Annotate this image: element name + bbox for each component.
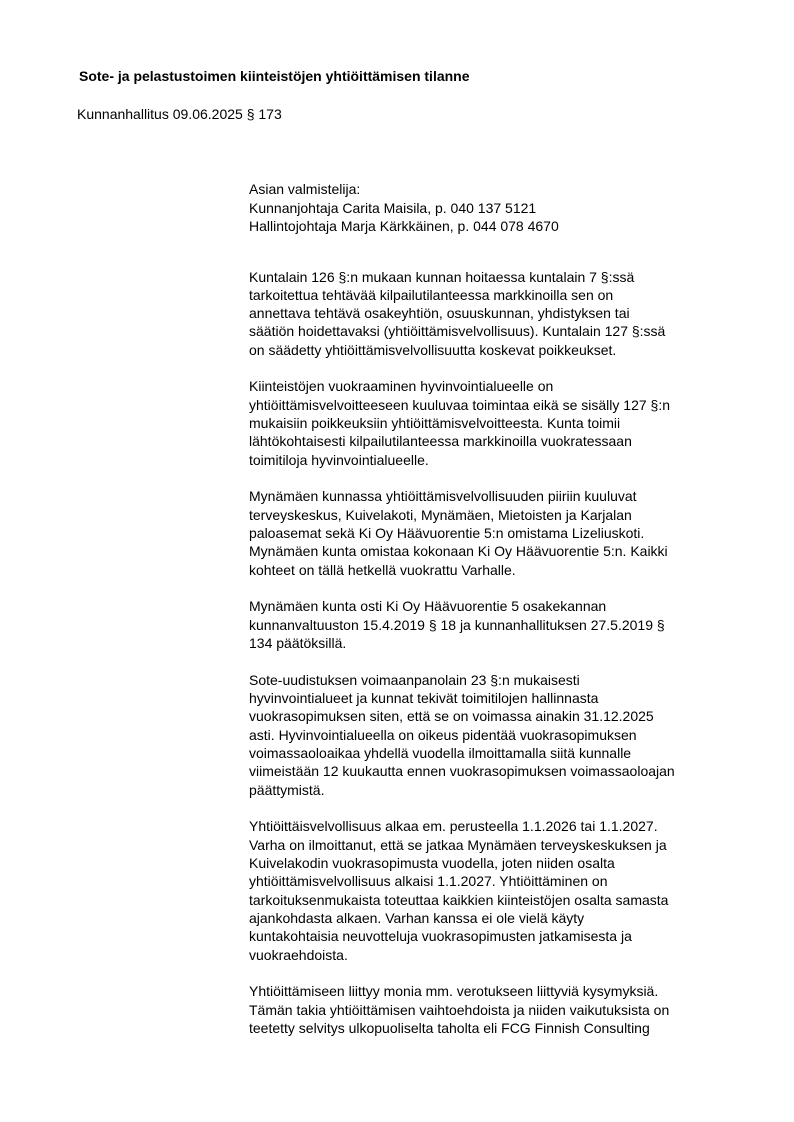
document-title: Sote- ja pelastustoimen kiinteistöjen yhtiöittämisen tilanne	[79, 68, 470, 84]
paragraph-line: Varha on ilmoittanut, että se jatkaa Mynämäen terveyskeskuksen ja	[249, 836, 667, 853]
paragraph-line: toimitiloja hyvinvointialueelle.	[249, 451, 429, 468]
paragraph-line: kohteet on tällä hetkellä vuokrattu Varhalle.	[249, 561, 516, 578]
paragraph-line: 134 päätöksillä.	[249, 635, 347, 652]
paragraph-line: Yhtiöittämiseen liittyy monia mm. verotukseen liittyviä kysymyksiä.	[249, 983, 659, 1000]
paragraph-line: kunnanvaltuuston 15.4.2019 § 18 ja kunnanhallituksen 27.5.2019 §	[249, 616, 665, 633]
preparer-admin-director: Hallintojohtaja Marja Kärkkäinen, p. 044 078 4670	[249, 218, 559, 234]
paragraph	[249, 982, 739, 1037]
paragraph-line: lähtökohtaisesti kilpailutilanteessa markkinoilla vuokratessaan	[249, 433, 632, 450]
paragraph-line: asti. Hyvinvointialueella on oikeus pidentää vuokrasopimuksen	[249, 726, 637, 743]
paragraph-line: viimeistään 12 kuukautta ennen vuokrasopimuksen voimassaoloajan	[249, 763, 675, 780]
paragraph-line: Yhtiöittäisvelvollisuus alkaa em. perusteella 1.1.2026 tai 1.1.2027.	[249, 818, 658, 835]
paragraph	[249, 377, 739, 468]
paragraph-line: tarkoituksenmukaista toteuttaa kaikkien kiinteistöjen osalta samasta	[249, 891, 669, 908]
paragraph-line: Mynämäen kunnassa yhtiöittämisvelvollisuuden piiriin kuuluvat	[249, 488, 637, 505]
paragraph	[249, 817, 739, 963]
paragraph-line: säätiön hoidettavaksi (yhtiöittämisvelvollisuus). Kuntalain 127 §:ssä	[249, 323, 666, 340]
paragraph-line: paloasemat sekä Ki Oy Häävuorentie 5:n omistama Lizeliuskoti.	[249, 525, 645, 542]
paragraph-line: voimassaoloaikaa yhdellä vuodella ilmoittamalla siitä kunnalle	[249, 745, 632, 762]
paragraph-line: Sote-uudistuksen voimaanpanolain 23 §:n mukaisesti	[249, 671, 580, 688]
paragraph-line: yhtiöittämisvelvollisuus alkaisi 1.1.2027. Yhtiöittäminen on	[249, 873, 608, 890]
paragraph-line: päättymistä.	[249, 781, 325, 798]
preparer-mayor: Kunnanjohtaja Carita Maisila, p. 040 137 5121	[249, 199, 537, 216]
paragraph-line: vuokrasopimuksen siten, että se on voimassa ainakin 31.12.2025	[249, 708, 654, 725]
paragraph-line: hyvinvointialueet ja kunnat tekivät toimitilojen hallinnasta	[249, 690, 599, 707]
paragraph-line: Kuntalain 126 §:n mukaan kunnan hoitaessa kuntalain 7 §:ssä	[249, 268, 635, 285]
paragraph	[249, 268, 739, 359]
meeting-reference: Kunnanhallitus 09.06.2025 § 173	[77, 106, 282, 122]
paragraph-line: kuntakohtaisia neuvotteluja vuokrasopimusten jatkamisesta ja	[249, 928, 632, 945]
paragraph	[249, 487, 739, 578]
preparer-block	[249, 180, 739, 236]
paragraph-line: teetetty selvitys ulkopuoliselta taholta eli FCG Finnish Consulting	[249, 1019, 650, 1036]
paragraph-line: vuokraehdoista.	[249, 946, 348, 963]
paragraph-line: Tämän takia yhtiöittämisen vaihtoehdoista ja niiden vaikutuksista on	[249, 1001, 670, 1018]
paragraph-line: ajankohdasta alkaen. Varhan kanssa ei ole vielä käyty	[249, 909, 585, 926]
paragraph-line: on säädetty yhtiöittämisvelvollisuutta koskevat poikkeukset.	[249, 341, 617, 358]
paragraph	[249, 597, 739, 652]
paragraph-line: Kiinteistöjen vuokraaminen hyvinvointialueelle on	[249, 378, 554, 395]
paragraph-line: mukaisiin poikkeuksiin yhtiöittämisvelvoitteesta. Kunta toimii	[249, 415, 621, 432]
paragraph-line: annettava tehtävä osakeyhtiön, osuuskunnan, yhdistyksen tai	[249, 305, 630, 322]
document-body	[249, 180, 739, 1037]
preparer-heading: Asian valmistelija:	[249, 181, 361, 197]
paragraph-line: yhtiöittämisvelvoitteeseen kuuluvaa toimintaa eikä se sisälly 127 §:n	[249, 396, 671, 413]
paragraph-line: terveyskeskus, Kuivelakoti, Mynämäen, Mietoisten ja Karjalan	[249, 506, 632, 523]
paragraph-line: Mynämäen kunta osti Ki Oy Häävuorentie 5 osakekannan	[249, 598, 607, 615]
paragraph-line: Mynämäen kunta omistaa kokonaan Ki Oy Häävuorentie 5:n. Kaikki	[249, 543, 668, 560]
paragraph-line: Kuivelakodin vuokrasopimusta vuodella, joten niiden osalta	[249, 855, 615, 872]
paragraph	[249, 671, 739, 799]
paragraph-line: tarkoitettua tehtävää kilpailutilanteessa markkinoilla sen on	[249, 286, 614, 303]
